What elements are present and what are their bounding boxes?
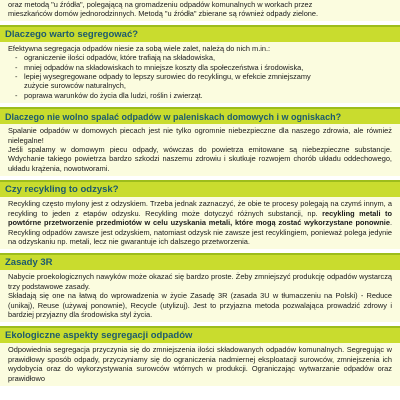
section-heading-why-segregate: Dlaczego warto segregować? <box>0 25 400 42</box>
section-heading-ecology: Ekologiczne aspekty segregacji odpadów <box>0 326 400 343</box>
section-heading-3r: Zasady 3R <box>0 253 400 270</box>
list-item <box>24 91 392 100</box>
intro-line-1: oraz metodą "u źródła", polegającą na gromadzeniu odpadów komunalnych w workach przez <box>8 0 313 9</box>
list-item-text: lepiej wysegregowane odpady to lepszy surowiec do recyklingu, w efekcie zmniejszamy <box>24 72 311 82</box>
list-item-text: ograniczenie ilości odpadów, które trafiają na składowiska, <box>24 53 216 63</box>
paragraph <box>8 199 392 246</box>
intro-paragraph <box>0 0 400 21</box>
text-span: . Recykling odpadów zawsze jest odzyskiem, natomiast odzysk nie zawsze jest recyklingiem, ponieważ polega jedynie na odzyskaniu np. metali, lecz nie gwarantuje ich dalszego przetworzenia. <box>8 218 392 246</box>
section-body-ecology <box>0 343 400 386</box>
list-item-text: mniej odpadów na składowiskach to mniejsze koszty dla społeczeństwa i środowiska, <box>24 62 304 72</box>
section-lead: Efektywna segregacja odpadów niesie za sobą wiele zalet, należą do nich m.in.: <box>8 43 271 53</box>
paragraph: Spalanie odpadów w domowych piecach jest nie tylko ogromnie niebezpieczne dla naszego zdrowia, ale również nielegalne! <box>8 126 392 145</box>
section-body-why-segregate <box>0 42 400 103</box>
text-span: Recykling często mylony jest z odzyskiem. Trzeba jednak zaznaczyć, że obie te procesy polegają na czymś innym, a recykling to jeden z etapów odzysku. Recykling może dotyczyć różnych substancji, np. <box>8 199 392 218</box>
list-item-continuation: zużycie surowców naturalnych, <box>24 81 126 91</box>
section-body-3r <box>0 270 400 322</box>
section-body-no-burning <box>0 124 400 176</box>
benefits-list <box>8 53 392 100</box>
section-heading-no-burning: Dlaczego nie wolno spalać odpadów w paleniskach domowych i w ogniskach? <box>0 107 400 124</box>
list-item-text: poprawa warunków do życia dla ludzi, roślin i zwierząt. <box>24 90 203 100</box>
bold-text: recykling metali to powtórne przetworzenie przedmiotów w celu uzyskania metali, które mogą zostać wykorzystane ponownie <box>8 208 392 228</box>
list-item <box>24 63 392 72</box>
paragraph: Odpowiednia segregacja przyczynia się do zmniejszenia ilości składowanych odpadów komunalnych. Segregując w prawidłowy sposób odpady, przyczyniamy się do ograniczenia nadmiernej eksploatacji surowców, zmniejszenia ich wydobycia oraz do wykorzystywania surowców wtórnych w produkcji. Ograniczając wytwarzanie odpadów oraz prawidłowo <box>8 345 392 383</box>
list-item <box>24 53 392 62</box>
paragraph: Nabycie proekologicznych nawyków może okazać się bardzo proste. Żeby zmniejszyć produkcję odpadów wystarczą trzy podstawowe zasady. <box>8 272 392 291</box>
paragraph: Składają się one na łatwą do wprowadzenia w życie Zasadę 3R (zasada 3U w tłumaczeniu na Polski) - Reduce (unikaj), Reuse (używaj ponownie), Recycle (utylizuj). Jest to przyjazna metoda pozwalająca prowadzić zdrowy i bardziej przyjazny dla środowiska styl życia. <box>8 291 392 319</box>
section-body-recycling <box>0 197 400 249</box>
paragraph: Jeśli spalamy w domowym piecu odpady, wówczas do powietrza emitowane są niebezpieczne substancje. Wdychanie takiego powietrza bardzo szkodzi naszemu zdrowiu i skutkuje rozwojem chorób układu oddechowego, układu krążenia, nowotworami. <box>8 145 392 173</box>
section-heading-recycling: Czy recykling to odzysk? <box>0 180 400 197</box>
intro-line-2: mieszkańców domów jednorodzinnych. Metodą "u źródła" zbierane są również odpady zielone. <box>8 9 319 19</box>
list-item <box>24 72 392 91</box>
